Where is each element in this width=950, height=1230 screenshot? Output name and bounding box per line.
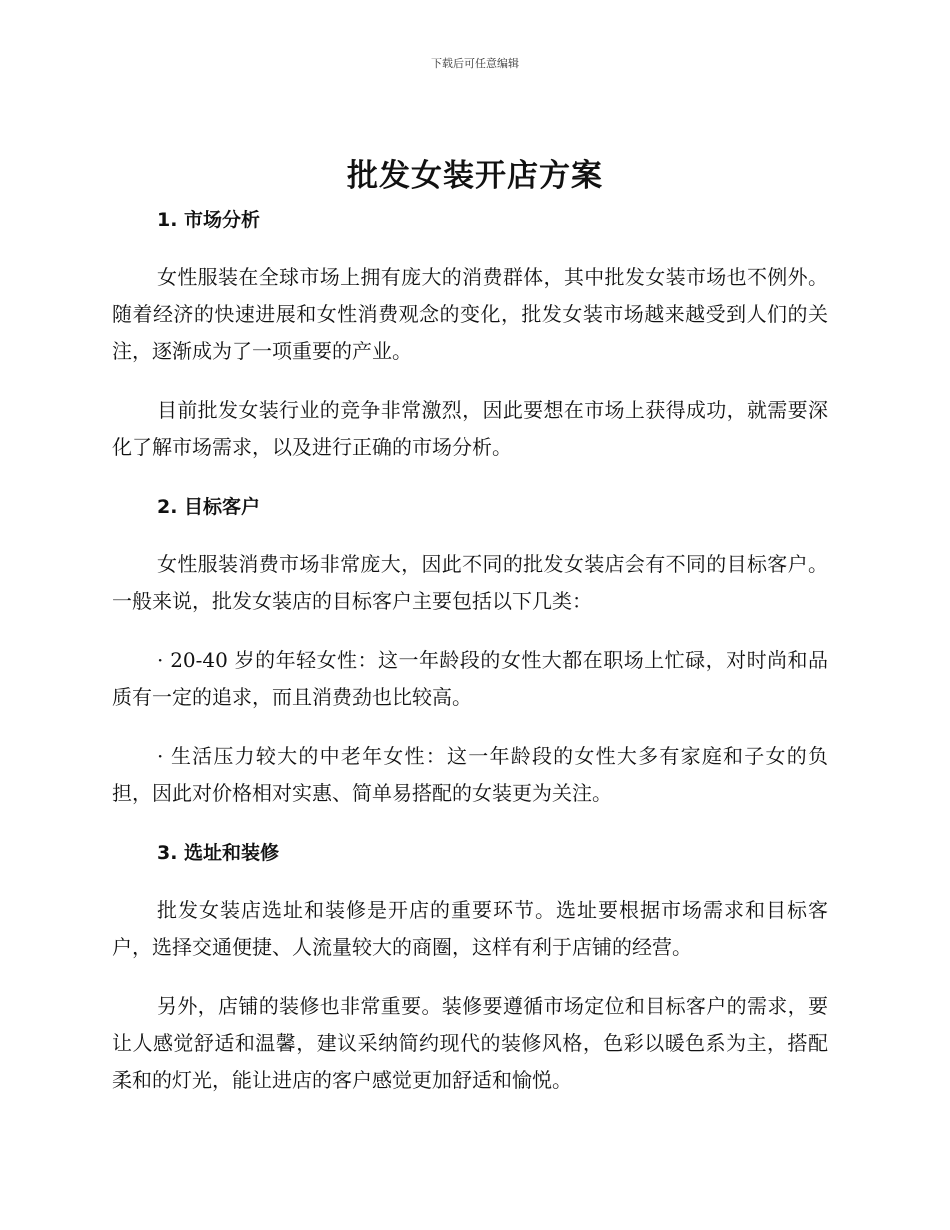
section-heading-location-decoration: 3. 选址和装修 [157, 842, 280, 864]
header-note: 下载后可任意编辑 [431, 57, 519, 70]
document-body [112, 203, 828, 1099]
paragraph: 批发女装店选址和装修是开店的重要环节。选址要根据市场需求和目标客户，选择交通便捷、人流量较大的商圈，这样有利于店铺的经营。 [112, 898, 828, 959]
section-heading-market-analysis: 1. 市场分析 [157, 209, 261, 231]
bullet-paragraph: · 20-40 岁的年轻女性：这一年龄段的女性大都在职场上忙碌，对时尚和品质有一定的追求，而且消费劲也比较高。 [112, 648, 828, 709]
paragraph: 目前批发女装行业的竞争非常激烈，因此要想在市场上获得成功，就需要深化了解市场需求，以及进行正确的市场分析。 [112, 398, 828, 459]
paragraph: 另外，店铺的装修也非常重要。装修要遵循市场定位和目标客户的需求，要让人感觉舒适和温馨，建议采纳简约现代的装修风格，色彩以暖色系为主，搭配柔和的灯光，能让进店的客户感觉更加舒适和愉悦。 [112, 994, 828, 1092]
section-heading-target-customers: 2. 目标客户 [157, 496, 261, 518]
document-title: 批发女装开店方案 [347, 158, 603, 194]
paragraph: 女性服装消费市场非常庞大，因此不同的批发女装店会有不同的目标客户。一般来说，批发女装店的目标客户主要包括以下几类： [112, 552, 828, 613]
paragraph: 女性服装在全球市场上拥有庞大的消费群体，其中批发女装市场也不例外。随着经济的快速进展和女性消费观念的变化，批发女装市场越来越受到人们的关注，逐渐成为了一项重要的产业。 [112, 265, 828, 363]
bullet-paragraph: · 生活压力较大的中老年女性：这一年龄段的女性大多有家庭和子女的负担，因此对价格相对实惠、简单易搭配的女装更为关注。 [112, 744, 828, 805]
